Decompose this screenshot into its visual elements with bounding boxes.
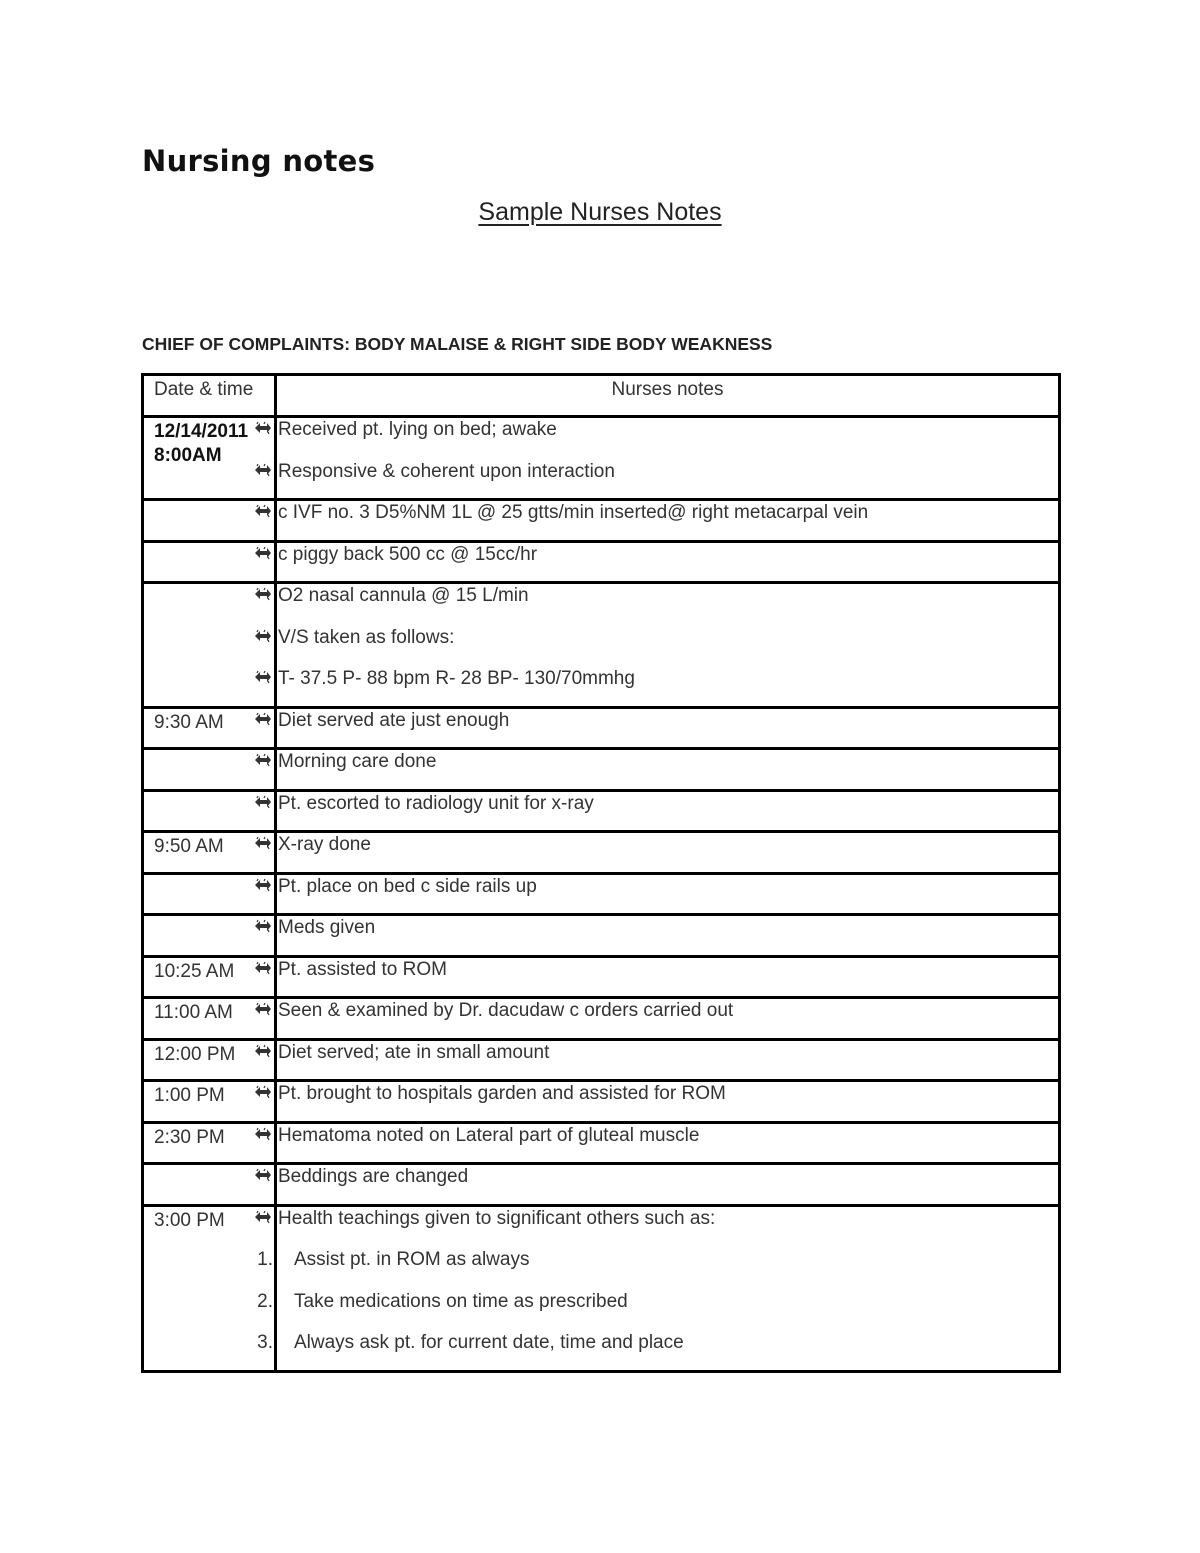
note-entry <box>277 833 1058 872</box>
table-row <box>143 1205 1060 1371</box>
numbered-item <box>257 1248 1058 1290</box>
date-time-value: 9:50 AM <box>154 836 224 857</box>
note-entry <box>277 584 1058 626</box>
bullet-arrow-icon <box>254 1127 272 1143</box>
note-text: Seen & examined by Dr. dacudaw c orders carried out <box>278 1000 734 1021</box>
note-entry <box>277 626 1058 668</box>
bullet-arrow-icon <box>254 1002 272 1018</box>
table-row <box>143 1164 1060 1206</box>
note-text: Health teachings given to significant others such as: <box>278 1207 716 1229</box>
bullet-arrow-icon <box>254 961 272 977</box>
list-number: 2. <box>257 1290 273 1312</box>
note-entry <box>277 750 1058 789</box>
nurses-notes-cell <box>276 832 1060 874</box>
document-title: Sample Nurses Notes <box>478 198 722 226</box>
nurses-notes-cell <box>276 1122 1060 1164</box>
nursing-notes-table <box>141 373 1061 1373</box>
nurses-notes-cell <box>276 1039 1060 1081</box>
bullet-arrow-icon <box>254 753 272 769</box>
note-text: Pt. assisted to ROM <box>278 958 447 980</box>
note-entry <box>277 958 1058 997</box>
note-text: T- 37.5 P- 88 bpm R- 28 BP- 130/70mmhg <box>278 668 635 689</box>
note-text: Hematoma noted on Lateral part of gluteal muscle <box>278 1124 700 1146</box>
note-entry <box>277 709 1058 748</box>
bullet-arrow-icon <box>254 587 272 603</box>
table-row <box>143 1039 1060 1081</box>
note-text: Beddings are changed <box>278 1166 469 1187</box>
document-heading: Nursing notes <box>142 144 376 178</box>
note-text: Diet served; ate in small amount <box>278 1041 550 1063</box>
table-row <box>143 832 1060 874</box>
nurses-notes-cell <box>276 707 1060 749</box>
note-entry <box>277 1165 1058 1204</box>
chief-complaint: CHIEF OF COMPLAINTS: BODY MALAISE & RIGHT SIDE BODY WEAKNESS <box>142 334 773 354</box>
nurses-notes-cell <box>276 790 1060 832</box>
nurses-notes-cell <box>276 998 1060 1040</box>
bullet-arrow-icon <box>254 670 272 686</box>
numbered-item-text: Always ask pt. for current date, time and place <box>294 1332 684 1353</box>
table-row <box>143 749 1060 791</box>
note-entry <box>277 916 1058 955</box>
note-entry <box>277 418 1058 460</box>
bullet-arrow-icon <box>254 546 272 562</box>
table-row <box>143 583 1060 708</box>
numbered-item <box>257 1331 1058 1370</box>
note-text: Diet served ate just enough <box>278 709 510 731</box>
note-text: Meds given <box>278 917 376 938</box>
numbered-item-text: Assist pt. in ROM as always <box>294 1249 530 1270</box>
header-date-time: Date & time <box>143 375 276 417</box>
note-entry <box>277 460 1058 499</box>
note-entry <box>277 792 1058 831</box>
numbered-item-text: Take medications on time as prescribed <box>294 1290 628 1312</box>
nurses-notes-cell <box>276 1081 1060 1123</box>
date-time-value: 2:30 PM <box>154 1126 225 1148</box>
note-text: Pt. escorted to radiology unit for x-ray <box>278 792 594 814</box>
note-text: Received pt. lying on bed; awake <box>278 419 557 440</box>
bullet-arrow-icon <box>254 878 272 894</box>
bullet-arrow-icon <box>254 1168 272 1184</box>
note-text: Responsive & coherent upon interaction <box>278 460 615 482</box>
note-text: Pt. brought to hospitals garden and assisted for ROM <box>278 1083 726 1104</box>
bullet-arrow-icon <box>254 1210 272 1226</box>
note-entry <box>277 501 1058 540</box>
note-entry <box>277 1124 1058 1163</box>
bullet-arrow-icon <box>254 504 272 520</box>
note-entry <box>277 667 1058 706</box>
table-header-row <box>143 375 1060 417</box>
note-text: Pt. place on bed c side rails up <box>278 875 537 897</box>
date-time-value: 12:00 PM <box>154 1043 236 1065</box>
date-time-value: 1:00 PM <box>154 1085 225 1106</box>
nurses-notes-cell <box>276 583 1060 708</box>
table-row <box>143 1122 1060 1164</box>
nurses-notes-cell <box>276 417 1060 500</box>
numbered-item <box>257 1290 1058 1332</box>
header-nurses-notes: Nurses notes <box>276 375 1060 417</box>
date-time-value-line2: 8:00AM <box>154 445 222 466</box>
nurses-notes-cell <box>276 956 1060 998</box>
date-time-value: 12/14/2011 <box>154 421 249 442</box>
note-entry <box>277 1082 1058 1121</box>
note-text: Morning care done <box>278 751 437 772</box>
table-row <box>143 915 1060 957</box>
table-row <box>143 956 1060 998</box>
date-time-value: 11:00 AM <box>154 1002 233 1023</box>
bullet-arrow-icon <box>254 421 272 437</box>
nurses-notes-cell <box>276 915 1060 957</box>
nurses-notes-cell <box>276 1164 1060 1206</box>
table-row <box>143 417 1060 500</box>
nurses-notes-cell <box>276 541 1060 583</box>
nurses-notes-cell <box>276 500 1060 542</box>
note-entry <box>277 1207 1058 1249</box>
date-time-value: 3:00 PM <box>154 1209 225 1231</box>
table-row <box>143 790 1060 832</box>
nurses-notes-cell <box>276 873 1060 915</box>
note-entry <box>277 875 1058 914</box>
bullet-arrow-icon <box>254 1044 272 1060</box>
bullet-arrow-icon <box>254 463 272 479</box>
bullet-arrow-icon <box>254 629 272 645</box>
bullet-arrow-icon <box>254 712 272 728</box>
bullet-arrow-icon <box>254 836 272 852</box>
list-number: 1. <box>257 1249 273 1270</box>
note-text: c IVF no. 3 D5%NM 1L @ 25 gtts/min inserted@ right metacarpal vein <box>278 502 869 523</box>
bullet-arrow-icon <box>254 1085 272 1101</box>
note-text: c piggy back 500 cc @ 15cc/hr <box>278 543 538 565</box>
table-row <box>143 541 1060 583</box>
table-row <box>143 500 1060 542</box>
table-row <box>143 873 1060 915</box>
note-text: V/S taken as follows: <box>278 626 455 648</box>
note-entry <box>277 1041 1058 1080</box>
nurses-notes-cell <box>276 749 1060 791</box>
table-row <box>143 707 1060 749</box>
note-text: O2 nasal cannula @ 15 L/min <box>278 585 529 606</box>
bullet-arrow-icon <box>254 795 272 811</box>
nurses-notes-cell <box>257 1205 1060 1371</box>
bullet-arrow-icon <box>254 919 272 935</box>
table-row <box>143 1081 1060 1123</box>
list-number: 3. <box>257 1332 273 1353</box>
note-text: X-ray done <box>278 834 371 855</box>
note-entry <box>277 543 1058 582</box>
date-time-value: 9:30 AM <box>154 711 224 733</box>
table-row <box>143 998 1060 1040</box>
note-entry <box>277 999 1058 1038</box>
date-time-value: 10:25 AM <box>154 960 235 982</box>
